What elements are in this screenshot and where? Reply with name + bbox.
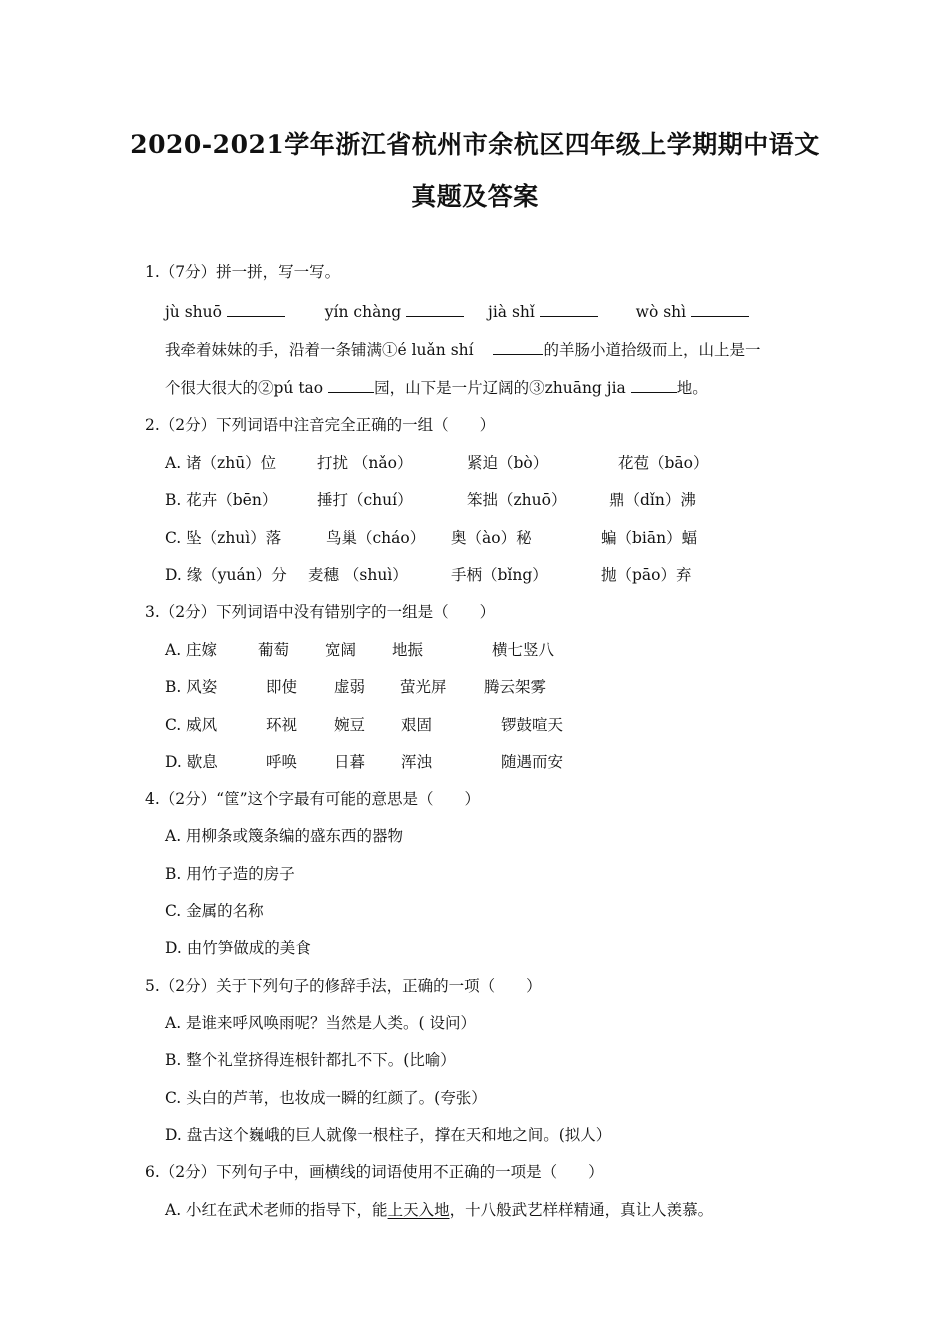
q5-option-c[interactable]: C. 头白的芦苇，也妆成一瞬的红颜了。(夸张） [165, 1089, 487, 1107]
option-term: 宽阔 [325, 641, 357, 659]
q2-option-d[interactable] [165, 565, 692, 585]
sentence-part: 我牵着妹妹的手，沿着一条铺满①é luǎn shí [165, 341, 474, 359]
pinyin-4: wò shì [635, 303, 687, 321]
option-term: 婉豆 [334, 716, 366, 734]
answer-blank-1[interactable] [227, 302, 285, 317]
option-term: 麦穗 （shuì） [308, 566, 408, 584]
option-term: 艰固 [401, 716, 433, 734]
option-term: 萤光屏 [400, 678, 447, 696]
doc-title-line2: 真题及答案 [411, 182, 539, 211]
sentence-part: 个很大很大的②pú tao [165, 379, 324, 397]
q4-option-a[interactable]: A. 用柳条或篾条编的盛东西的器物 [165, 827, 404, 845]
option-term: 环视 [266, 716, 298, 734]
option-term: B. 花卉（bēn） [165, 491, 278, 509]
q3-stem: 3.（2分）下列词语中没有错别字的一组是（ ） [145, 603, 496, 621]
doc-title-line1: 2020-2021学年浙江省杭州市余杭区四年级上学期期中语文 [130, 130, 820, 159]
option-term: 鼎（dǐn）沸 [609, 491, 696, 509]
option-term: 锣鼓喧天 [501, 716, 564, 734]
option-term: 抛（pāo）弃 [601, 566, 692, 584]
answer-blank-4[interactable] [691, 302, 749, 317]
option-term: 腾云架雾 [484, 678, 547, 696]
option-term: 虚弱 [334, 678, 366, 696]
option-term: 手柄（bǐng） [451, 566, 548, 584]
q2-option-a[interactable] [165, 453, 709, 473]
option-term: 浑浊 [401, 753, 433, 771]
q3-option-c[interactable] [165, 715, 564, 735]
q4-option-d[interactable]: D. 由竹笋做成的美食 [165, 939, 311, 957]
q5-option-b[interactable]: B. 整个礼堂挤得连根针都扎不下。(比喻） [165, 1051, 456, 1069]
q2-option-c[interactable] [165, 528, 698, 548]
q3-option-b[interactable] [165, 677, 547, 697]
answer-blank-6[interactable] [328, 378, 374, 393]
option-term: 奥（ào）秘 [451, 529, 532, 547]
option-term: C. 坠（zhuì）落 [165, 529, 282, 547]
sentence-part: 园，山下是一片辽阔的③zhuāng jia [374, 379, 626, 397]
option-term: C. 威风 [165, 716, 218, 734]
pinyin-1: jù shuō [165, 303, 222, 321]
q4-stem: 4.（2分）“筐”这个字最有可能的意思是（ ） [145, 790, 480, 808]
option-text: A. 小红在武术老师的指导下，能 [165, 1201, 388, 1219]
option-term: 呼唤 [266, 753, 298, 771]
option-text: ，十八般武艺样样精通，真让人羡慕。 [449, 1201, 714, 1219]
q1-sentence-line1 [165, 340, 760, 360]
q6-stem: 6.（2分）下列句子中，画横线的词语使用不正确的一项是（ ） [145, 1163, 604, 1181]
q5-stem: 5.（2分）关于下列句子的修辞手法，正确的一项（ ） [145, 977, 542, 995]
q5-option-a[interactable]: A. 是谁来呼风唤雨呢？当然是人类。( 设问） [165, 1014, 477, 1032]
sentence-part: 的羊肠小道拾级而上，山上是一 [543, 341, 761, 359]
sentence-part: 地。 [676, 379, 708, 397]
option-term: 紧迫（bò） [467, 454, 549, 472]
q1-sentence-line2 [165, 378, 708, 398]
option-term: 花苞（bāo） [618, 454, 709, 472]
option-term: A. 诸（zhū）位 [165, 454, 277, 472]
q2-stem: 2.（2分）下列词语中注音完全正确的一组（ ） [145, 416, 496, 434]
pinyin-2: yín chàng [324, 303, 402, 321]
option-term: 蝙（biān）蝠 [601, 529, 698, 547]
q3-option-a[interactable] [165, 640, 555, 660]
answer-blank-5[interactable] [493, 340, 543, 355]
answer-blank-3[interactable] [540, 302, 598, 317]
option-term: 打扰 （nǎo） [317, 454, 413, 472]
option-term: 笨拙（zhuō） [467, 491, 567, 509]
option-term: D. 歇息 [165, 753, 218, 771]
pinyin-3: jià shǐ [488, 303, 535, 321]
q1-pinyin-row [165, 302, 749, 322]
q6-option-a[interactable] [165, 1200, 713, 1220]
option-term: B. 风姿 [165, 678, 218, 696]
q5-option-d[interactable]: D. 盘古这个巍峨的巨人就像一根柱子，撑在天和地之间。(拟人） [165, 1126, 612, 1144]
option-term: 日暮 [334, 753, 366, 771]
q4-option-c[interactable]: C. 金属的名称 [165, 902, 264, 920]
answer-blank-2[interactable] [406, 302, 464, 317]
option-term: 捶打（chuí） [317, 491, 413, 509]
option-term: 鸟巢（cháo） [326, 529, 426, 547]
option-term: 横七竖八 [492, 641, 555, 659]
option-term: 葡萄 [258, 641, 290, 659]
answer-blank-7[interactable] [631, 378, 677, 393]
option-term: 地振 [392, 641, 424, 659]
option-term: 即使 [266, 678, 298, 696]
q2-option-b[interactable] [165, 490, 696, 510]
option-term: 随遇而安 [501, 753, 564, 771]
q3-option-d[interactable] [165, 752, 564, 772]
option-term: D. 缘（yuán）分 [165, 566, 287, 584]
underlined-term: 上天入地 [387, 1201, 450, 1219]
option-term: A. 庄嫁 [165, 641, 218, 659]
q1-stem: 1.（7分）拼一拼，写一写。 [145, 263, 341, 281]
q4-option-b[interactable]: B. 用竹子造的房子 [165, 865, 295, 883]
